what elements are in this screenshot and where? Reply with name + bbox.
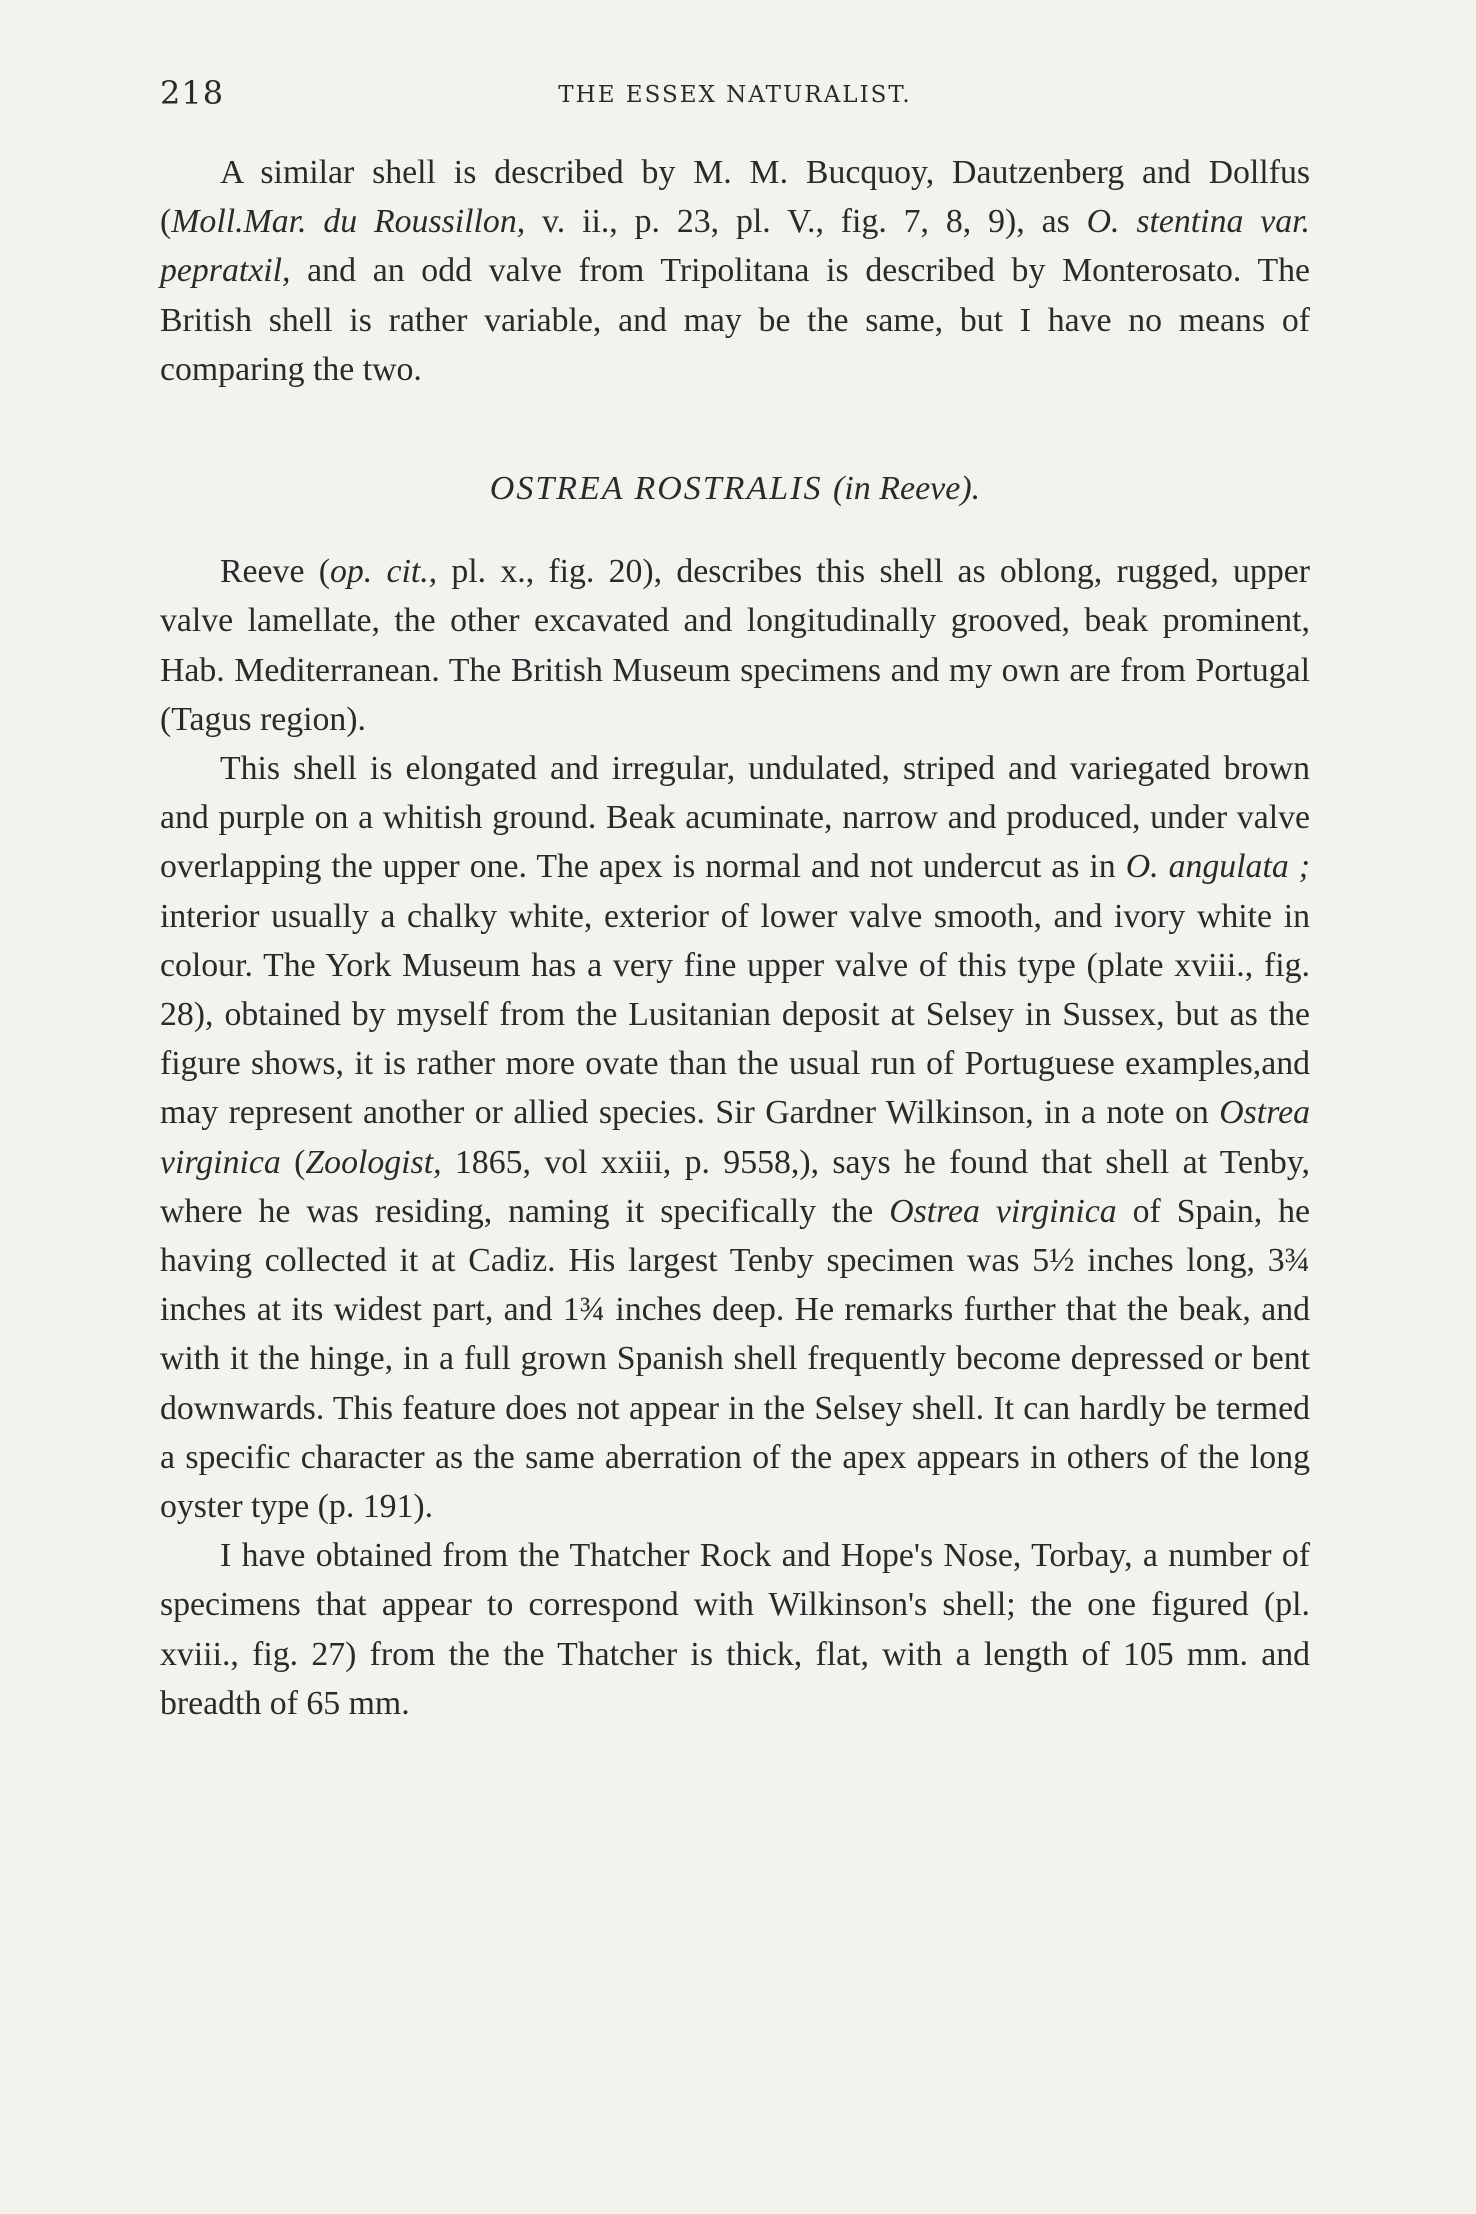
paragraph-3-italic-3: Zoologist,: [305, 1143, 442, 1181]
paragraph-3-italic-1: O. angulata ;: [1125, 848, 1311, 886]
paragraph-1-text-3: and an odd valve from Tripolitana is described by Monterosato. The British shell is rather variable, and may be the same, but I have no means of comparing the two.: [160, 252, 1310, 388]
paragraph-4: [160, 1531, 1310, 1728]
paragraph-3-text-3: (: [280, 1143, 306, 1181]
section-heading-sub: (in Reeve).: [832, 470, 981, 508]
paragraph-2-text-1: Reeve (: [220, 553, 330, 591]
paragraph-1-italic-1: Moll.Mar. du Roussillon,: [171, 203, 526, 241]
paragraph-1: [160, 148, 1310, 394]
page-number: 218: [160, 74, 225, 112]
paragraph-2-italic-1: op. cit.,: [329, 553, 438, 591]
paragraph-1-text-2: v. ii., p. 23, pl. V., fig. 7, 8, 9), as: [525, 203, 1087, 241]
running-head: THE ESSEX NATURALIST.: [558, 82, 912, 108]
body-text: [160, 148, 1310, 1728]
section-heading-main: OSTREA ROSTRALIS: [489, 470, 823, 508]
paragraph-3-text-1: This shell is elongated and irregular, undulated, striped and variegated brown and purple on a whitish ground. Beak acuminate, narrow and produced, under valve overlapping the upper one. The apex is normal and not undercut as in: [160, 750, 1310, 886]
paragraph-3-italic-4: Ostrea virginica: [889, 1192, 1117, 1230]
paragraph-4-text-1: I have obtained from the Thatcher Rock and Hope's Nose, Torbay, a number of specimens that appear to correspond with Wilkinson's shell; the one figured (pl. xviii., fig. 27) from the the Thatcher is thick, flat, with a length of 105 mm. and breadth of 65 mm.: [160, 1537, 1310, 1722]
paragraph-3: [160, 744, 1310, 1531]
paragraph-3-text-5: of Spain, he having collected it at Cadiz. His largest Tenby specimen was 5½ inches long, 3¾ inches at its widest part, and 1¾ inches deep. He remarks further that the beak, and with it the hinge, in a full grown Spanish shell frequently become depressed or bent downwards. This feature does not appear in the Selsey shell. It can hardly be termed a specific character as the same aberration of the apex appears in others of the long oyster type (p. 191).: [160, 1192, 1310, 1526]
paragraph-3-text-2: interior usually a chalky white, exterior of lower valve smooth, and ivory white in colour. The York Museum has a very fine upper valve of this type (plate xviii., fig. 28), obtained by myself from the Lusitanian deposit at Selsey in Sussex, but as the figure shows, it is rather more ovate than the usual run of Portuguese examples,and may represent another or allied species. Sir Gardner Wilkinson, in a note on: [160, 897, 1310, 1132]
paragraph-2-text-2: pl. x., fig. 20), describes this shell as oblong, rugged, upper valve lamellate, the other excavated and longitudinally grooved, beak prominent, Hab. Mediterranean. The British Museum specimens and my own are from Portugal (Tagus region).: [160, 553, 1310, 738]
paragraph-3-italic-2: Ostrea virginica: [160, 1094, 1310, 1181]
paragraph-1-text-1: A similar shell is described by M. M. Bucquoy, Dautzenberg and Dollfus (: [160, 154, 1310, 241]
paragraph-3-text-4: 1865, vol xxiii, p. 9558,), says he found that shell at Tenby, where he was residing, naming it specifically the: [160, 1143, 1310, 1230]
page-header: [160, 74, 1310, 124]
paragraph-1-italic-2: O. stentina var. pepratxil,: [160, 203, 1311, 290]
paragraph-2: [160, 547, 1310, 744]
section-heading: [160, 464, 1310, 513]
